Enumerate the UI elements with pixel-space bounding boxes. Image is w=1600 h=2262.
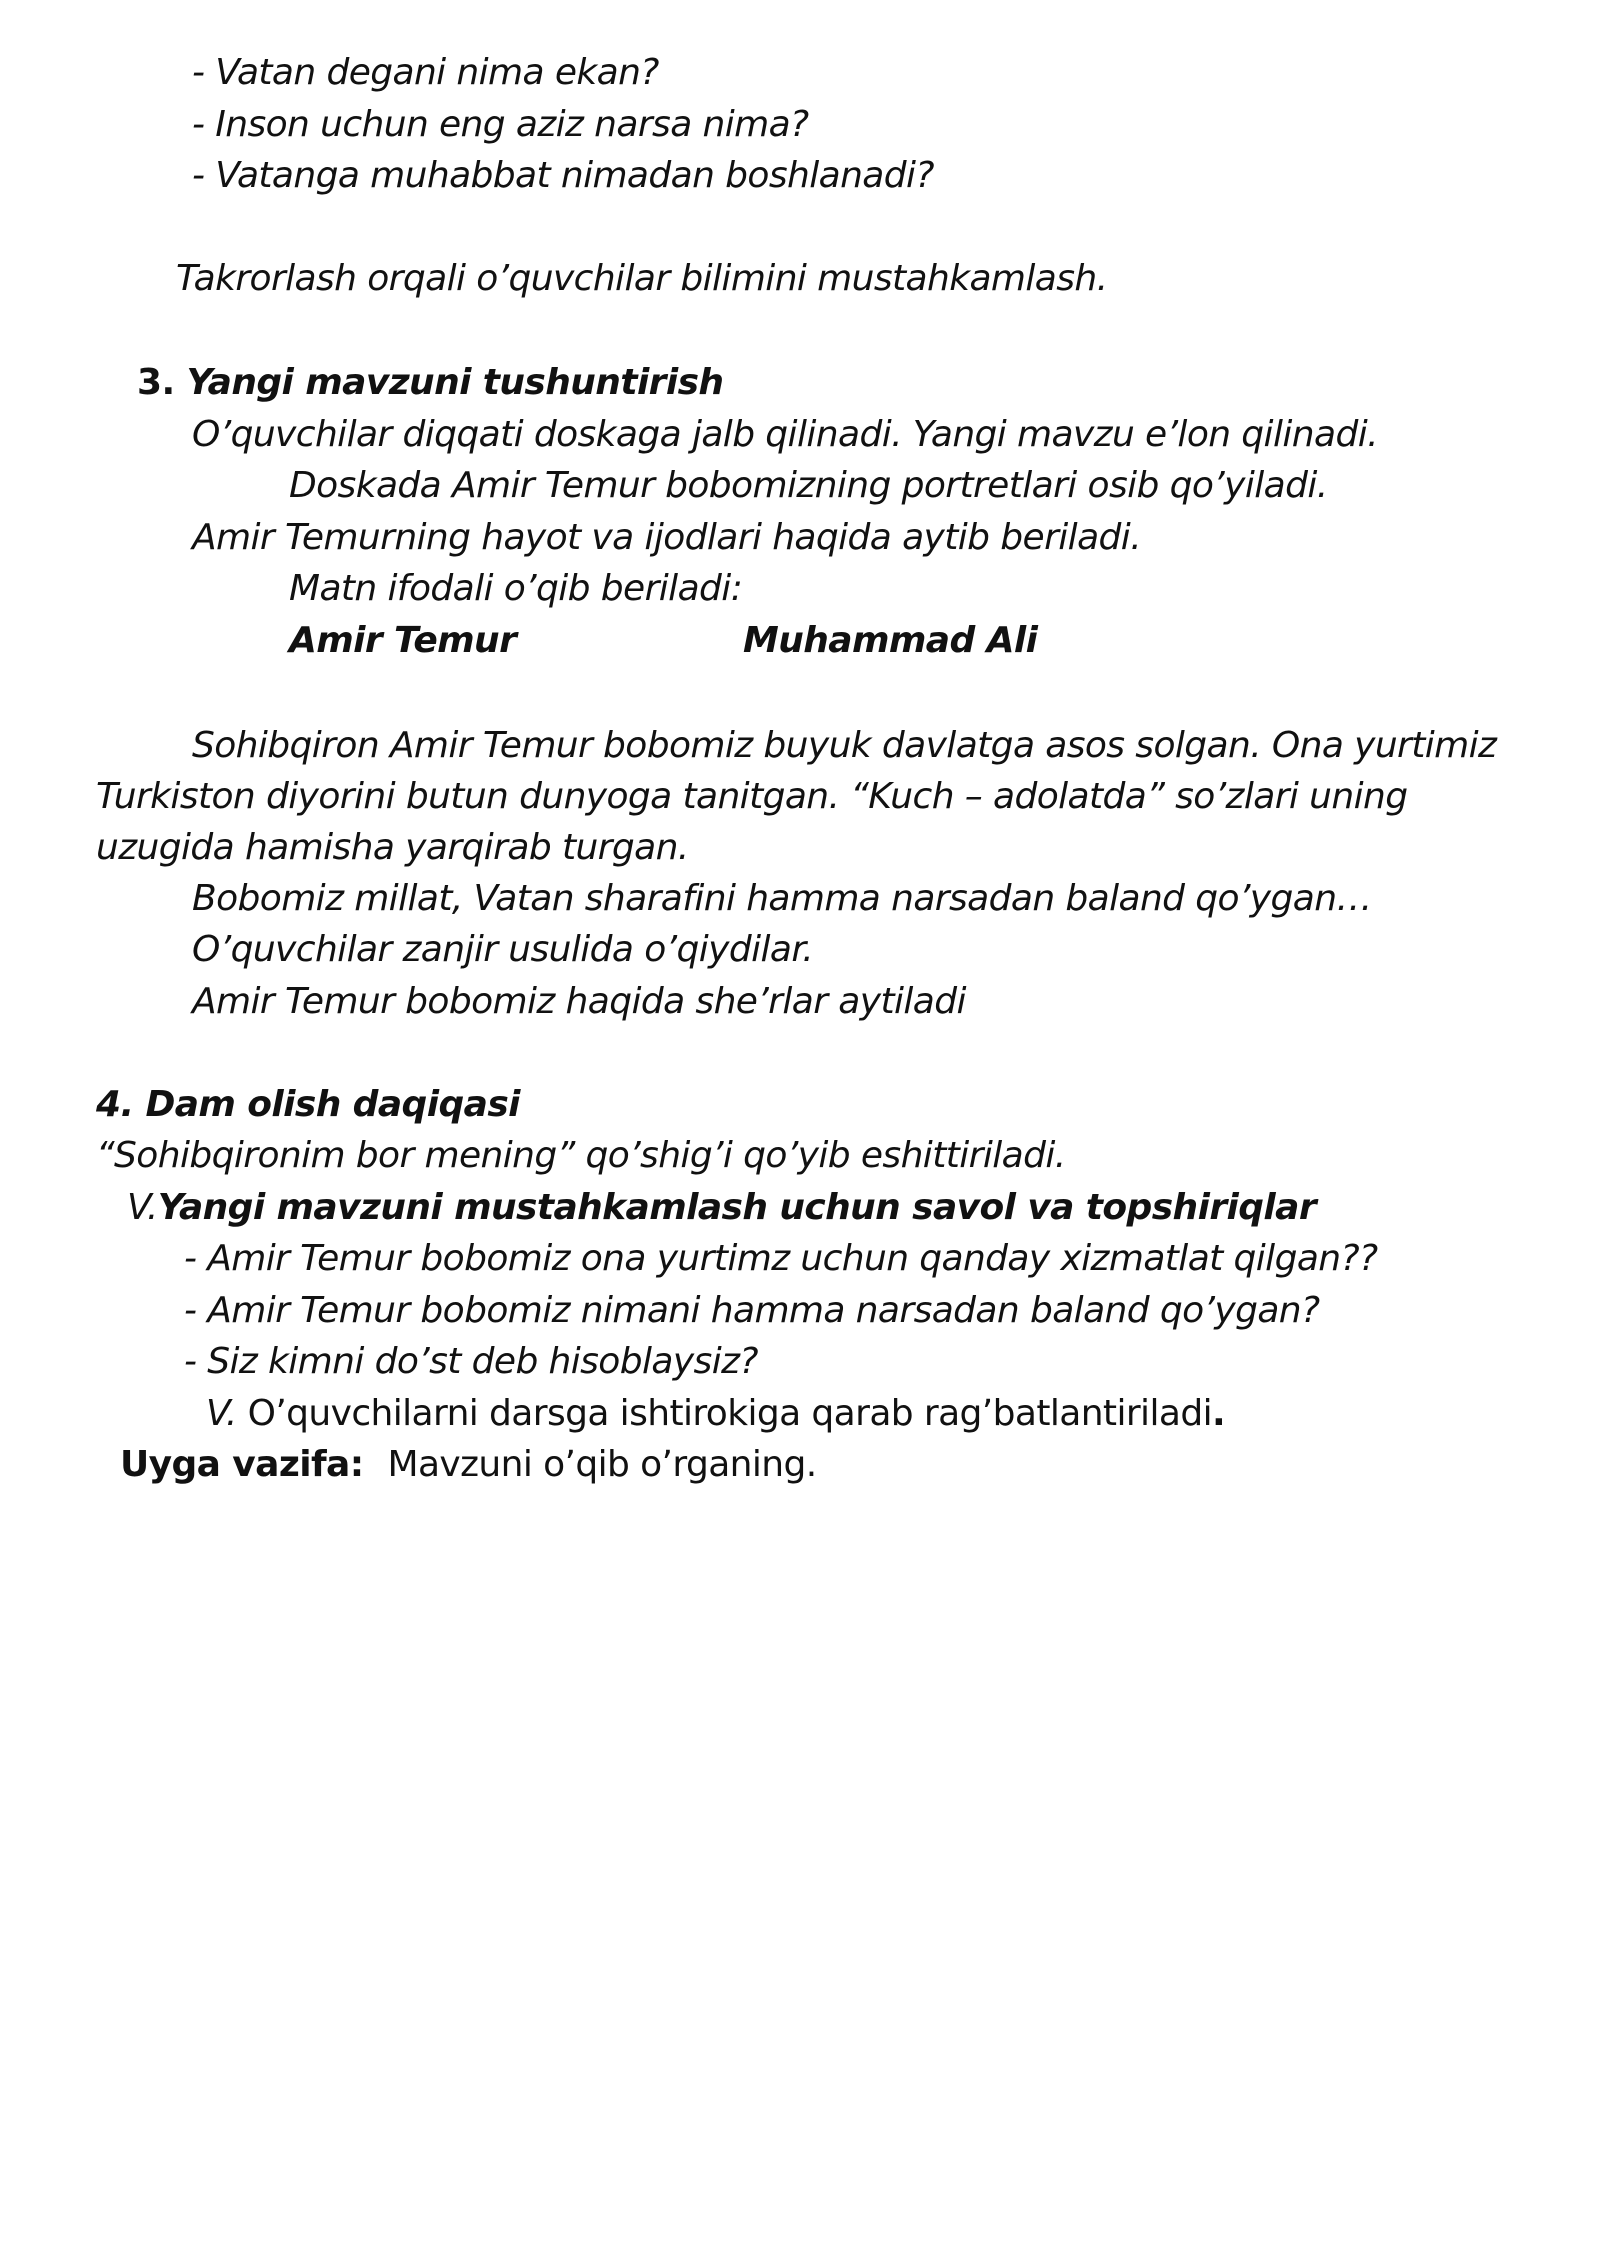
encouragement-prefix: V. xyxy=(206,1393,237,1434)
encouragement-end: . xyxy=(1211,1393,1226,1434)
homework-line xyxy=(120,1440,817,1490)
poem-author: Muhammad Ali xyxy=(743,620,1038,661)
text-paragraph: Sohibqiron Amir Temur bobomiz buyuk davlatga asos solgan. Ona yurtimiz Turkiston diyorini butun dunyoga tanitgan. “Kuch – adolatda” so’zlari uning uzugida hamisha yarqirab turgan. xyxy=(96,725,1497,868)
reinforce-note: Takrorlash orqali o’quvchilar bilimini mustahkamlash. xyxy=(176,258,1108,299)
intro-question: - Vatanga muhabbat nimadan boshlanadi? xyxy=(192,155,934,196)
section-3-heading xyxy=(137,358,723,408)
section-4-title: 4. Dam olish daqiqasi xyxy=(96,1084,520,1125)
section-3-line: O’quvchilar diqqati doskaga jalb qilinadi. Yangi mavzu e’lon qilinadi. xyxy=(192,414,1378,455)
poem-title: Amir Temur xyxy=(289,620,517,661)
section-5-heading xyxy=(127,1183,1316,1233)
homework-text: Mavzuni o’qib o’rganing. xyxy=(387,1444,817,1485)
encouragement-line xyxy=(206,1389,1225,1439)
section-3-line: Doskada Amir Temur bobomizning portretlari osib qo’yiladi. xyxy=(289,465,1328,506)
intro-question: - Inson uchun eng aziz narsa nima? xyxy=(192,104,809,145)
homework-label: Uyga vazifa: xyxy=(120,1444,364,1485)
section-3-number: 3. xyxy=(137,362,175,403)
section-3-line: Matn ifodali o’qib beriladi: xyxy=(289,568,743,609)
text-line: Bobomiz millat, Vatan sharafini hamma narsadan baland qo’ygan… xyxy=(192,878,1372,919)
section-5-question: - Amir Temur bobomiz nimani hamma narsadan baland qo’ygan? xyxy=(184,1290,1320,1331)
section-5-question: - Siz kimni do’st deb hisoblaysiz? xyxy=(184,1341,758,1382)
text-line: Amir Temur bobomiz haqida she’rlar aytiladi xyxy=(192,981,966,1022)
encouragement-text: O’quvchilarni darsga ishtirokiga qarab rag’batlantiriladi xyxy=(236,1393,1212,1434)
section-5-question: - Amir Temur bobomiz ona yurtimz uchun qanday xizmatlat qilgan?? xyxy=(184,1238,1378,1279)
intro-question: - Vatan degani nima ekan? xyxy=(192,52,659,93)
section-5-title: Yangi mavzuni mustahkamlash uchun savol va topshiriqlar xyxy=(157,1187,1316,1228)
section-3-title: Yangi mavzuni tushuntirish xyxy=(186,362,724,403)
section-5-prefix: V. xyxy=(127,1187,158,1228)
song-line: “Sohibqironim bor mening” qo’shig’i qo’yib eshittiriladi. xyxy=(96,1135,1066,1176)
section-3-line: Amir Temurning hayot va ijodlari haqida aytib beriladi. xyxy=(192,517,1142,558)
text-line: O’quvchilar zanjir usulida o’qiydilar. xyxy=(192,929,814,970)
